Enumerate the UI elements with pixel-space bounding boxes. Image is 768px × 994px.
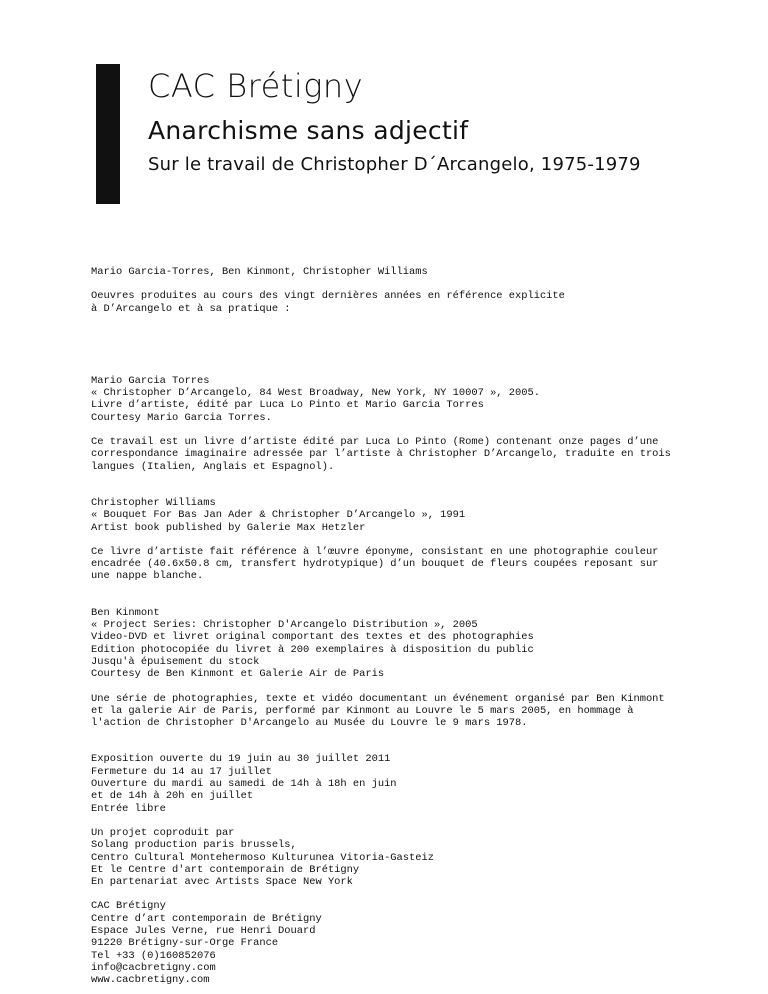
page-title: CAC Brétigny [148, 67, 364, 105]
page-header [96, 64, 716, 204]
contact-info: CAC Brétigny Centre d’art contemporain de Brétigny Espace Jules Verne, rue Henri Douard 91220 Brétigny-sur-Orge France Tel +33 (0)160852076 info@cacbretigny.com www.cacbretigny.com [91, 900, 322, 987]
spacer [91, 534, 691, 546]
artists-list: Mario Garcia-Torres, Ben Kinmont, Christopher Williams [91, 266, 428, 278]
partners-info: Un projet coproduit par Solang production paris brussels, Centro Cultural Montehermoso Kulturunea Vitoria-Gasteiz Et le Centre d'art contemporain de Brétigny En partenariat avec Artists Space New York [91, 826, 434, 889]
spacer [91, 815, 691, 827]
work-description-garcia-torres: Ce travail est un livre d’artiste édité par Luca Lo Pinto (Rome) contenant onze pages d’une correspondance imaginaire adressée par l’artiste à Christopher D’Arcangelo, traduite en trois langues (Italien, Anglais et Espagnol). [91, 436, 671, 473]
spacer [91, 278, 691, 290]
spacer [91, 681, 691, 693]
exhibition-subtitle: Sur le travail de Christopher D´Arcangelo, 1975-1979 [148, 154, 641, 175]
exhibition-info: Exposition ouverte du 19 juin au 30 juillet 2011 Fermeture du 14 au 17 juillet Ouverture du mardi au samedi de 14h à 18h en juin et de 14h à 20h en juillet Entrée libre [91, 753, 397, 815]
spacer [91, 473, 691, 497]
work-credits-williams: Christopher Williams « Bouquet For Bas Jan Ader & Christopher D’Arcangelo », 1991 Artist book published by Galerie Max Hetzler [91, 496, 466, 534]
work-description-kinmont: Une série de photographies, texte et vidéo documentant un événement organisé par Ben Kinmont et la galerie Air de Paris, performé par Kinmont au Louvre le 5 mars 2005, en hommage à l'action de Christopher D'Arcangelo au Musée du Louvre le 9 mars 1978. [91, 692, 665, 730]
spacer [91, 315, 691, 375]
spacer [91, 583, 691, 607]
intro-description: Oeuvres produites au cours des vingt dernières années en référence explicite à D’Arcangelo et à sa pratique : [91, 290, 565, 315]
document-body [91, 266, 691, 986]
spacer [91, 424, 691, 436]
work-description-williams: Ce livre d’artiste fait référence à l’œuvre éponyme, consistant en une photographie couleur encadrée (40.6x50.8 cm, transfert hydrotypique) d’un bouquet de fleurs coupées reposant sur une nappe blanche. [91, 545, 659, 583]
work-credits-garcia-torres: Mario Garcia Torres « Christopher D’Arcangelo, 84 West Broadway, New York, NY 10007 », 2005. Livre d’artiste, édité par Luca Lo Pinto et Mario Garcia Torres Courtesy Mario Garcia Torres. [91, 374, 540, 424]
spacer [91, 729, 691, 753]
header-accent-bar [96, 64, 120, 204]
work-credits-kinmont: Ben Kinmont « Project Series: Christopher D'Arcangelo Distribution », 2005 Video-DVD et livret original comportant des textes et des photographies Edition photocopiée du livret à 200 exemplaires à disposition du public Jusqu'à épuisement du stock Courtesy de Ben Kinmont et Galerie Air de Paris [91, 606, 534, 681]
header-text-group [148, 66, 641, 178]
spacer [91, 888, 691, 900]
exhibition-title: Anarchisme sans adjectif [148, 116, 469, 145]
